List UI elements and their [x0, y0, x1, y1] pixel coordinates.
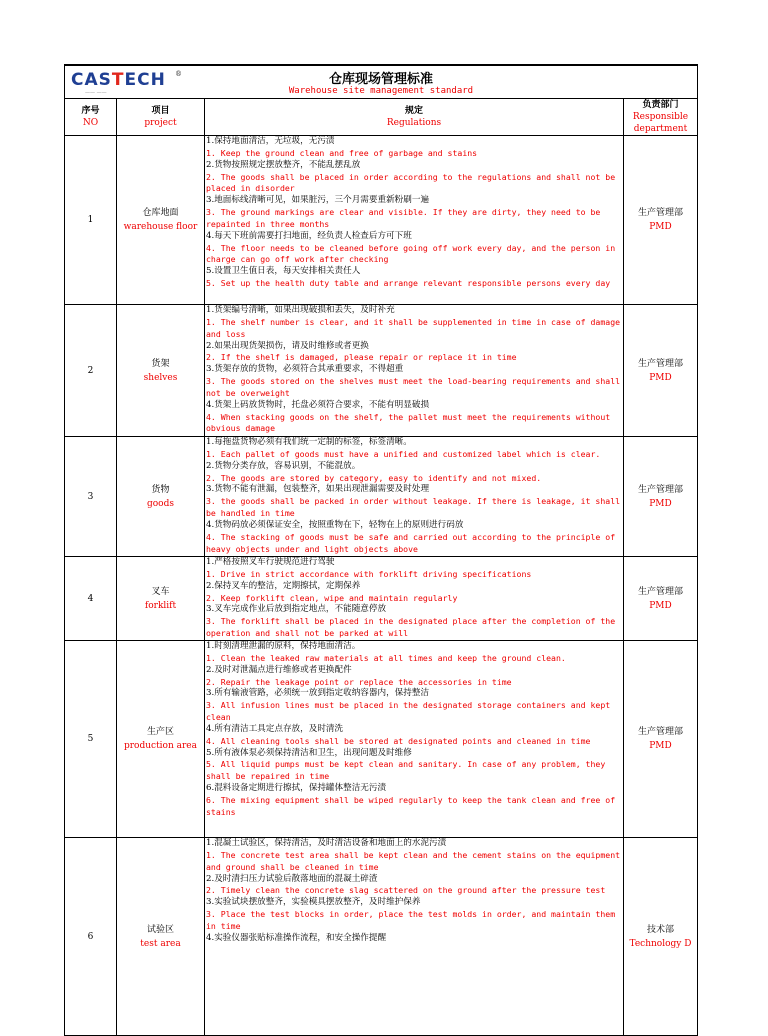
department-cn: 生产管理部 [637, 727, 683, 737]
col-project-en: project [144, 118, 177, 128]
regulation-line-en: 3. the goods shall be packed in order without leakage. If there is leakage, it shall be handled in time [206, 496, 621, 519]
department-en: PMD [649, 600, 672, 611]
regulation-line-en: 1. Drive in strict accordance with forklift driving specifications [206, 568, 532, 579]
regulations-cell [205, 838, 624, 1036]
col-no-cn: 序号 [81, 106, 100, 116]
regulation-line-en: 1. Each pallet of goods must have a unified and customized label which is clear. [206, 448, 601, 459]
row-number: 3 [65, 437, 117, 557]
regulation-line-en: 1. Clean the leaked raw materials at all times and keep the ground clean. [206, 652, 566, 663]
title-cn: 仓库现场管理标准 [328, 72, 433, 87]
area-name-cn: 试验区 [146, 924, 174, 935]
regulation-line-en: 6. The mixing equipment shall be wiped regularly to keep the tank clean and free of stains [206, 794, 616, 817]
regulation-line-en: 2. If the shelf is damaged, please repair or replace it in time [206, 352, 517, 363]
regulation-line-cn: 4.货架上码放货物时，托盘必须符合要求，不能有明显破损 [206, 399, 430, 410]
regulation-line-en: 4. The floor needs to be cleaned before going off work every day, and the person in charge can go off work after checking [206, 242, 616, 265]
department-cell [624, 838, 698, 1036]
standards-table [64, 64, 698, 1036]
department-cell [624, 136, 698, 305]
col-department [624, 99, 698, 136]
regulation-line-cn: 4.每天下班前需要打扫地面，经负责人检查后方可下班 [206, 230, 412, 241]
regulation-line-en: 2. The goods are stored by category, easy to identify and not mixed. [206, 472, 542, 483]
regulation-line-en: 1. The shelf number is clear, and it shall be supplemented in time in case of damage and loss [206, 316, 621, 339]
row-number: 4 [65, 557, 117, 641]
table-row [65, 136, 698, 305]
area-name-en: shelves [143, 372, 178, 383]
column-headers [65, 99, 698, 136]
regulation-line-en: 1. Keep the ground clean and free of garbage and stains [206, 147, 478, 158]
logo-tagline: —— —— [85, 90, 107, 96]
department-en: PMD [649, 372, 672, 383]
regulation-line-cn: 1.严格按照叉车行驶规范进行驾驶 [206, 557, 335, 567]
department-en: PMD [649, 498, 672, 509]
regulation-line-cn: 2.货物分类存放，容易识别，不能混放。 [206, 460, 361, 471]
standards-sheet [64, 64, 697, 1036]
regulation-line-cn: 2.及时对泄漏点进行维修或者更换配件 [206, 664, 352, 675]
department-cell [624, 641, 698, 838]
regulation-line-cn: 4.实验仪器张贴标准操作流程，和安全操作提醒 [206, 932, 387, 943]
regulation-line-cn: 3.地面标线清晰可见，如果脏污，三个月需要重新粉刷一遍 [206, 195, 430, 206]
regulation-line-en: 2. Repair the leakage point or replace the accessories in time [206, 676, 512, 687]
regulation-line-cn: 5.所有液体泵必须保持清洁和卫生，出现问题及时维修 [206, 747, 412, 758]
col-regulations [205, 99, 624, 136]
row-number: 6 [65, 838, 117, 1036]
regulation-line-cn: 3.实验试块摆放整齐，实验模具摆放整齐，及时维护保养 [206, 897, 421, 908]
regulation-line-cn: 4.所有清洁工具定点存放，及时清洗 [206, 723, 344, 734]
col-no-en: NO [82, 118, 99, 128]
area-cell [117, 641, 205, 838]
area-cell [117, 437, 205, 557]
regulations-cell [205, 437, 624, 557]
area-cell [117, 838, 205, 1036]
area-name-en: goods [147, 498, 174, 509]
regulation-line-en: 5. Set up the health duty table and arrange relevant responsible persons every day [206, 278, 611, 289]
col-regs-en: Regulations [386, 118, 442, 128]
area-name-en: test area [140, 938, 181, 949]
regulation-line-cn: 3.货物不能有泄漏，包装整齐，如果出现泄漏需要及时处理 [206, 484, 430, 495]
col-project-cn: 项目 [151, 106, 170, 116]
regulation-line-cn: 2.及时清扫压力试验后散落地面的混凝土碎渣 [206, 873, 378, 884]
regulation-line-en: 2. Keep forklift clean, wipe and maintain regularly [206, 592, 458, 603]
regulations-cell [205, 641, 624, 838]
department-cn: 生产管理部 [637, 586, 683, 597]
regulations-cell [205, 136, 624, 305]
regulations-cell [205, 557, 624, 641]
col-dept-en: Responsible department [632, 112, 689, 134]
area-name-cn: 生产区 [146, 727, 174, 737]
department-cell [624, 557, 698, 641]
regulation-line-en: 5. All liquid pumps must be kept clean and sanitary. In case of any problem, they shall be repaired in time [206, 759, 606, 782]
row-number: 2 [65, 305, 117, 437]
area-name-cn: 仓库地面 [142, 208, 179, 218]
table-row [65, 838, 698, 1036]
regulation-line-cn: 3.货架存放的货物，必须符合其承重要求，不得超重 [206, 364, 404, 375]
department-en: PMD [649, 741, 672, 751]
regulation-line-cn: 2.货物按照规定摆放整齐，不能乱摆乱放 [206, 159, 361, 170]
logo-text: CASTECH [71, 70, 166, 90]
area-cell [117, 136, 205, 305]
col-regs-cn: 规定 [404, 106, 423, 116]
table-row [65, 641, 698, 838]
registered-mark: ® [175, 70, 182, 78]
regulation-line-cn: 3.所有输液管路，必须统一放到指定收纳容器内，保持整洁 [206, 688, 430, 699]
area-name-en: production area [123, 741, 197, 751]
regulation-line-cn: 1.货架编号清晰，如果出现破损和丢失，及时补充 [206, 305, 395, 315]
col-no [65, 99, 117, 136]
regulation-line-en: 2. Timely clean the concrete slag scattered on the ground after the pressure test [206, 885, 606, 896]
department-en: PMD [649, 222, 672, 232]
department-cell [624, 437, 698, 557]
table-row [65, 557, 698, 641]
table-row [65, 437, 698, 557]
regulation-line-en: 4. The stacking of goods must be safe and carried out according to the principle of heavy objects under and light objects above [206, 531, 616, 554]
regulation-line-cn: 3.叉车完成作业后放到指定地点，不能随意停放 [206, 604, 387, 615]
area-name-en: forklift [144, 600, 177, 611]
row-number: 5 [65, 641, 117, 838]
regulation-line-cn: 1.每拖盘货物必须有我们统一定制的标签，标签清晰。 [206, 437, 412, 447]
regulation-line-en: 1. The concrete test area shall be kept clean and the cement stains on the equipment and ground shall be cleaned in time [206, 849, 621, 872]
regulation-line-cn: 1.时刻清理泄漏的原料，保持地面清洁。 [206, 641, 361, 651]
department-cell [624, 305, 698, 437]
col-project [117, 99, 205, 136]
area-name-cn: 货物 [151, 484, 170, 495]
department-cn: 生产管理部 [637, 484, 683, 495]
regulation-line-cn: 5.设置卫生值日表，每天安排相关责任人 [206, 266, 361, 277]
regulation-line-en: 3. All infusion lines must be placed in the designated storage containers and kept clean [206, 700, 611, 723]
regulation-line-cn: 6.混料设备定期进行擦拭，保持罐体整洁无污渍 [206, 783, 387, 794]
regulation-line-cn: 2.如果出现货架损伤，请及时维修或者更换 [206, 340, 369, 351]
title-en: Warehouse site management standard [288, 86, 474, 96]
regulation-line-en: 3. The ground markings are clear and visible. If they are dirty, they need to be repainted in three months [206, 207, 601, 229]
regulation-line-en: 3. Place the test blocks in order, place the test molds in order, and maintain them in time [206, 909, 616, 931]
area-name-cn: 叉车 [151, 586, 170, 597]
department-en: Technology D [629, 938, 692, 949]
area-name-en: warehouse floor [123, 222, 198, 232]
regulation-line-en: 3. The forklift shall be placed in the designated place after the completion of the operation and shall not be parked at will [206, 616, 616, 639]
regulation-line-cn: 1.混凝土试验区，保持清洁，及时清洁设备和地面上的水泥污渍 [206, 838, 447, 848]
table-header [65, 65, 698, 99]
department-cn: 技术部 [646, 924, 674, 935]
regulation-line-cn: 2.保持叉车的整洁，定期擦拭，定期保养 [206, 580, 361, 591]
department-cn: 生产管理部 [637, 208, 683, 218]
regulation-line-cn: 4.货物码放必须保证安全，按照重物在下，轻物在上的原则进行码放 [206, 519, 464, 530]
regulation-line-en: 4. All cleaning tools shall be stored at designated points and cleaned in time [206, 735, 591, 746]
regulation-line-en: 2. The goods shall be placed in order according to the regulations and shall not be placed in disorder [206, 171, 616, 194]
regulation-line-en: 3. The goods stored on the shelves must meet the load-bearing requirements and shall not be overweight [206, 376, 621, 398]
table-row [65, 305, 698, 437]
area-cell [117, 305, 205, 437]
regulation-line-cn: 1.保持地面清洁，无垃圾，无污渍 [206, 136, 335, 146]
department-cn: 生产管理部 [637, 358, 683, 369]
regulation-line-en: 4. When stacking goods on the shelf, the pallet must meet the requirements without obvious damage [206, 411, 611, 434]
col-dept-cn: 负责部门 [642, 100, 679, 110]
row-number: 1 [65, 136, 117, 305]
area-name-cn: 货架 [151, 358, 170, 369]
regulations-cell [205, 305, 624, 437]
area-cell [117, 557, 205, 641]
